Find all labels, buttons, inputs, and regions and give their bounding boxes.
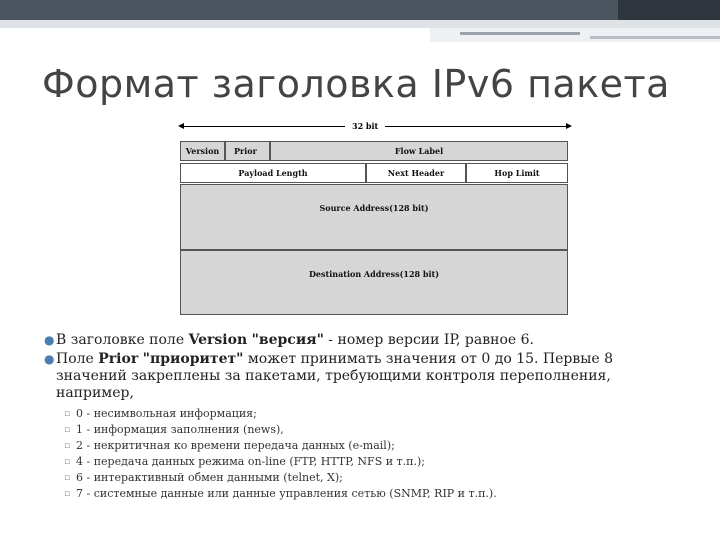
field-source-address: Source Address(128 bit) xyxy=(180,184,568,250)
bullet-version xyxy=(44,332,696,349)
priority-text: 0 - несимвольная информация; xyxy=(76,407,257,420)
bullet-text: В заголовке поле xyxy=(56,332,189,348)
field-hop-limit: Hop Limit xyxy=(466,163,568,183)
bullet-prior xyxy=(44,351,686,402)
bullet-text: может принимать значения от 0 до 15. Первые 8 xyxy=(243,351,614,367)
arrow-right-head xyxy=(566,123,572,129)
field-translation: "приоритет" xyxy=(142,351,244,367)
header-rule-2 xyxy=(590,36,720,39)
sub-bullet-marker: ▫ xyxy=(64,409,71,419)
header-rule-1 xyxy=(460,32,580,35)
field-name: Prior xyxy=(98,351,139,367)
priority-item xyxy=(64,439,696,453)
field-prior: Prior xyxy=(225,141,270,161)
bullet-text: Поле xyxy=(56,351,99,367)
sub-bullet-marker: ▫ xyxy=(64,425,71,435)
priority-item xyxy=(64,471,696,485)
arrow-right-line xyxy=(385,126,570,127)
bullet-text: например, xyxy=(56,385,134,401)
sub-bullet-marker: ▫ xyxy=(64,489,71,499)
bullet-text: значений закреплены за пакетами, требующими контроля переполнения, xyxy=(56,368,611,384)
field-payload-length: Payload Length xyxy=(180,163,366,183)
sub-bullet-marker: ▫ xyxy=(64,441,71,451)
priority-text: 2 - некритичная ко времени передача данных (e-mail); xyxy=(76,439,395,452)
priority-item xyxy=(64,487,696,501)
header-dark-accent xyxy=(618,0,720,20)
priority-text: 7 - системные данные или данные управления сетью (SNMP, RIP и т.п.). xyxy=(76,487,497,500)
priority-text: 6 - интерактивный обмен данными (telnet, X); xyxy=(76,471,343,484)
arrow-left-line xyxy=(180,126,345,127)
header-light-band xyxy=(0,20,720,28)
field-flow-label: Flow Label xyxy=(270,141,568,161)
field-version: Version xyxy=(180,141,225,161)
field-translation: "версия" xyxy=(251,332,324,348)
priority-text: 4 - передача данных режима on-line (FTP, HTTP, NFS и т.п.); xyxy=(76,455,425,468)
priority-item xyxy=(64,407,696,421)
bullet-text: - номер версии IP, равное 6. xyxy=(323,332,534,348)
bullet-marker: ● xyxy=(44,352,55,366)
slide-title: Формат заголовка IPv6 пакета xyxy=(42,62,670,106)
width-label: 32 bit xyxy=(352,121,379,131)
priority-item xyxy=(64,423,696,437)
header-light-accent xyxy=(430,28,720,42)
priority-text: 1 - информация заполнения (news), xyxy=(76,423,284,436)
priority-item xyxy=(64,455,696,469)
sub-bullet-marker: ▫ xyxy=(64,457,71,467)
header-dark-band xyxy=(0,0,720,20)
field-next-header: Next Header xyxy=(366,163,466,183)
field-destination-address: Destination Address(128 bit) xyxy=(180,250,568,315)
bullet-marker: ● xyxy=(44,333,55,347)
sub-bullet-marker: ▫ xyxy=(64,473,71,483)
field-name: Version xyxy=(188,332,248,348)
